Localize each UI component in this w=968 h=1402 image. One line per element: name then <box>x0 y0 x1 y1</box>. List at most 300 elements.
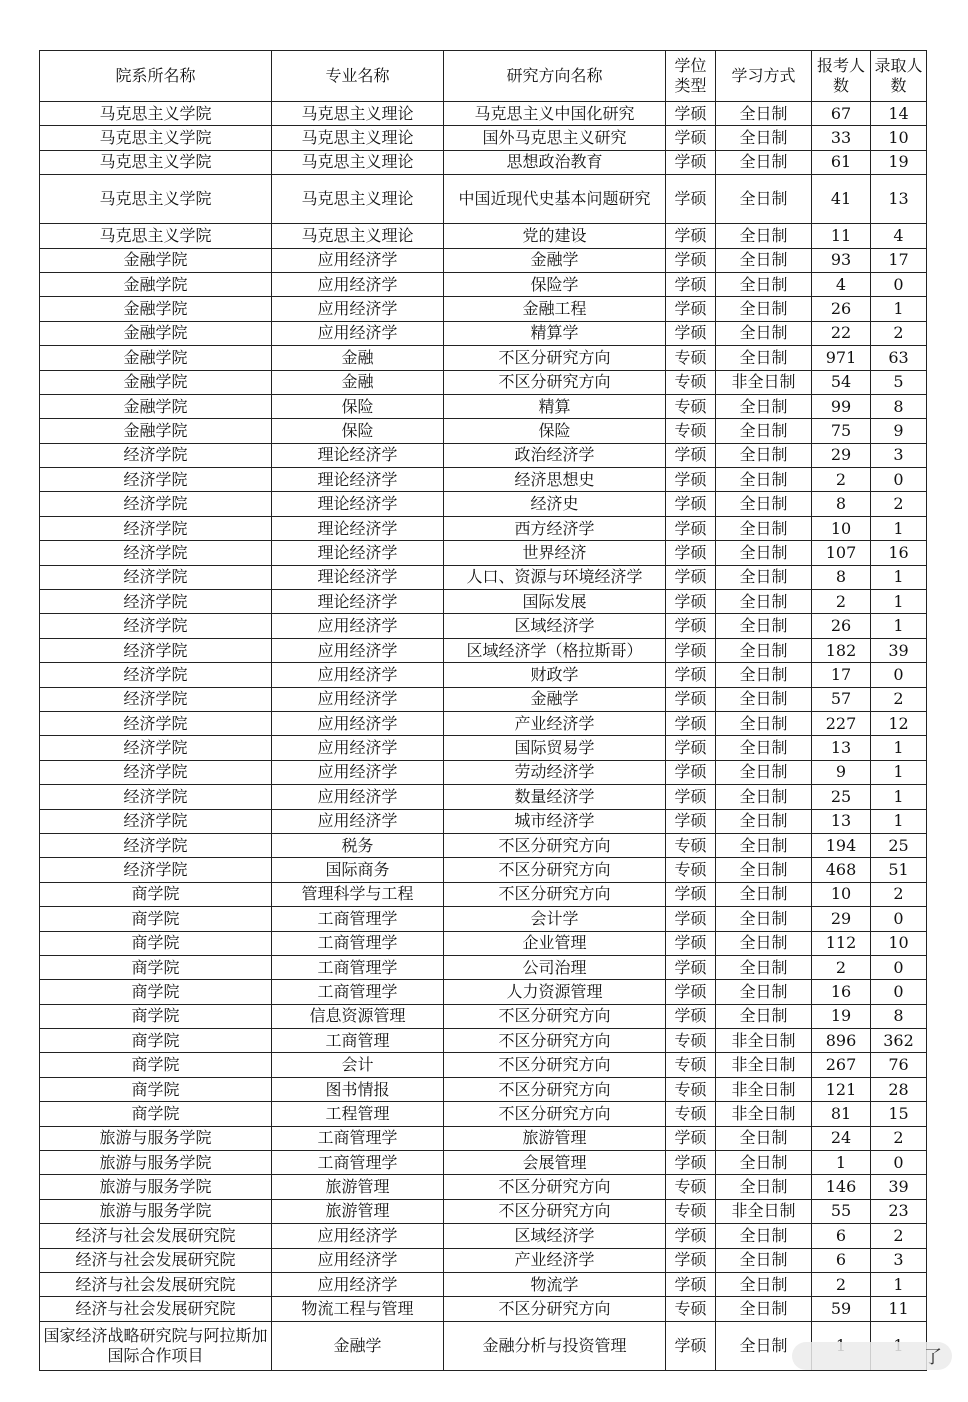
cell-research-direction: 公司治理 <box>444 955 666 979</box>
cell-major: 金融 <box>272 346 444 370</box>
cell-study-mode: 全日制 <box>716 1272 812 1296</box>
cell-degree-type: 学硕 <box>666 736 716 760</box>
cell-applicants: 24 <box>812 1126 871 1150</box>
cell-applicants: 81 <box>812 1102 871 1126</box>
cell-department: 金融学院 <box>40 370 272 394</box>
cell-major: 应用经济学 <box>272 297 444 321</box>
cell-major: 马克思主义理论 <box>272 102 444 126</box>
cell-applicants: 2 <box>812 590 871 614</box>
table-row <box>40 541 927 565</box>
cell-degree-type: 专硕 <box>666 370 716 394</box>
cell-applicants: 55 <box>812 1199 871 1223</box>
cell-major: 理论经济学 <box>272 516 444 540</box>
cell-admitted: 0 <box>871 663 927 687</box>
cell-major: 金融 <box>272 370 444 394</box>
cell-applicants: 1 <box>812 1151 871 1175</box>
cell-study-mode: 全日制 <box>716 102 812 126</box>
cell-major: 信息资源管理 <box>272 1004 444 1028</box>
table-row <box>40 882 927 906</box>
header-research-direction: 研究方向名称 <box>444 51 666 102</box>
cell-study-mode: 全日制 <box>716 760 812 784</box>
cell-degree-type: 学硕 <box>666 760 716 784</box>
cell-department: 经济学院 <box>40 760 272 784</box>
cell-study-mode: 全日制 <box>716 321 812 345</box>
cell-degree-type: 学硕 <box>666 1321 716 1370</box>
cell-major: 应用经济学 <box>272 663 444 687</box>
cell-admitted: 362 <box>871 1029 927 1053</box>
cell-admitted: 1 <box>871 736 927 760</box>
cell-degree-type: 学硕 <box>666 492 716 516</box>
cell-applicants: 61 <box>812 150 871 174</box>
cell-degree-type: 学硕 <box>666 907 716 931</box>
cell-department: 商学院 <box>40 1004 272 1028</box>
cell-research-direction: 不区分研究方向 <box>444 1199 666 1223</box>
cell-department: 经济学院 <box>40 492 272 516</box>
cell-major: 应用经济学 <box>272 1224 444 1248</box>
cell-applicants: 13 <box>812 809 871 833</box>
cell-major: 旅游管理 <box>272 1199 444 1223</box>
cell-study-mode: 全日制 <box>716 1248 812 1272</box>
cell-research-direction: 不区分研究方向 <box>444 346 666 370</box>
cell-degree-type: 专硕 <box>666 1102 716 1126</box>
cell-study-mode: 全日制 <box>716 443 812 467</box>
cell-research-direction: 会计学 <box>444 907 666 931</box>
cell-study-mode: 全日制 <box>716 1321 812 1370</box>
cell-department: 经济与社会发展研究院 <box>40 1248 272 1272</box>
table-row <box>40 907 927 931</box>
cell-study-mode: 全日制 <box>716 419 812 443</box>
cell-major: 工商管理学 <box>272 980 444 1004</box>
cell-department: 经济学院 <box>40 638 272 662</box>
cell-major: 会计 <box>272 1053 444 1077</box>
cell-applicants: 22 <box>812 321 871 345</box>
table-row <box>40 272 927 296</box>
admission-table <box>39 50 927 1371</box>
cell-degree-type: 学硕 <box>666 321 716 345</box>
cell-major: 工商管理学 <box>272 955 444 979</box>
table-row <box>40 102 927 126</box>
cell-applicants: 25 <box>812 785 871 809</box>
cell-study-mode: 全日制 <box>716 687 812 711</box>
table-row <box>40 516 927 540</box>
table-row <box>40 1248 927 1272</box>
watermark-text: 了 <box>924 1347 942 1368</box>
table-row <box>40 394 927 418</box>
cell-study-mode: 非全日制 <box>716 1053 812 1077</box>
cell-research-direction: 不区分研究方向 <box>444 1297 666 1321</box>
table-row <box>40 1151 927 1175</box>
cell-major: 工商管理学 <box>272 907 444 931</box>
cell-major: 工商管理学 <box>272 1126 444 1150</box>
cell-degree-type: 学硕 <box>666 516 716 540</box>
cell-applicants: 194 <box>812 833 871 857</box>
cell-degree-type: 学硕 <box>666 443 716 467</box>
cell-study-mode: 全日制 <box>716 516 812 540</box>
table-row <box>40 736 927 760</box>
cell-major: 应用经济学 <box>272 687 444 711</box>
cell-research-direction: 产业经济学 <box>444 711 666 735</box>
table-row <box>40 1175 927 1199</box>
cell-admitted: 2 <box>871 1224 927 1248</box>
cell-degree-type: 学硕 <box>666 248 716 272</box>
cell-applicants: 6 <box>812 1224 871 1248</box>
cell-applicants: 29 <box>812 907 871 931</box>
cell-department: 马克思主义学院 <box>40 150 272 174</box>
cell-admitted: 1 <box>871 785 927 809</box>
cell-research-direction: 财政学 <box>444 663 666 687</box>
cell-study-mode: 全日制 <box>716 346 812 370</box>
cell-applicants: 121 <box>812 1077 871 1101</box>
cell-department: 经济学院 <box>40 663 272 687</box>
table-row <box>40 663 927 687</box>
cell-major: 理论经济学 <box>272 565 444 589</box>
cell-study-mode: 全日制 <box>716 663 812 687</box>
cell-applicants: 9 <box>812 760 871 784</box>
cell-admitted: 2 <box>871 687 927 711</box>
header-applicants: 报考人数 <box>812 51 871 102</box>
cell-department: 金融学院 <box>40 346 272 370</box>
cell-study-mode: 全日制 <box>716 955 812 979</box>
cell-degree-type: 学硕 <box>666 980 716 1004</box>
cell-admitted: 4 <box>871 224 927 248</box>
cell-major: 应用经济学 <box>272 711 444 735</box>
cell-study-mode: 全日制 <box>716 468 812 492</box>
table-row <box>40 297 927 321</box>
table-row <box>40 248 927 272</box>
cell-research-direction: 城市经济学 <box>444 809 666 833</box>
cell-degree-type: 学硕 <box>666 541 716 565</box>
cell-applicants: 54 <box>812 370 871 394</box>
table-row <box>40 1199 927 1223</box>
cell-study-mode: 全日制 <box>716 297 812 321</box>
cell-department: 经济与社会发展研究院 <box>40 1297 272 1321</box>
cell-degree-type: 学硕 <box>666 297 716 321</box>
cell-department: 经济学院 <box>40 565 272 589</box>
cell-department: 旅游与服务学院 <box>40 1151 272 1175</box>
cell-admitted: 5 <box>871 370 927 394</box>
cell-major: 金融学 <box>272 1321 444 1370</box>
cell-major: 马克思主义理论 <box>272 126 444 150</box>
cell-major: 工商管理 <box>272 1029 444 1053</box>
cell-study-mode: 全日制 <box>716 175 812 224</box>
cell-research-direction: 国际贸易学 <box>444 736 666 760</box>
cell-department: 国家经济战略研究院与阿拉斯加国际合作项目 <box>40 1321 272 1370</box>
cell-major: 应用经济学 <box>272 248 444 272</box>
cell-department: 经济学院 <box>40 468 272 492</box>
cell-research-direction: 不区分研究方向 <box>444 1175 666 1199</box>
cell-study-mode: 全日制 <box>716 394 812 418</box>
table-row <box>40 126 927 150</box>
cell-study-mode: 非全日制 <box>716 1029 812 1053</box>
table-row <box>40 1102 927 1126</box>
cell-applicants: 33 <box>812 126 871 150</box>
cell-admitted: 1 <box>871 297 927 321</box>
cell-department: 商学院 <box>40 1077 272 1101</box>
table-row <box>40 1029 927 1053</box>
cell-research-direction: 马克思主义中国化研究 <box>444 102 666 126</box>
cell-admitted: 76 <box>871 1053 927 1077</box>
cell-degree-type: 学硕 <box>666 468 716 492</box>
cell-study-mode: 全日制 <box>716 1297 812 1321</box>
cell-major: 马克思主义理论 <box>272 175 444 224</box>
cell-research-direction: 政治经济学 <box>444 443 666 467</box>
cell-degree-type: 学硕 <box>666 1272 716 1296</box>
cell-applicants: 4 <box>812 272 871 296</box>
table-row <box>40 809 927 833</box>
cell-department: 商学院 <box>40 931 272 955</box>
cell-admitted: 9 <box>871 419 927 443</box>
cell-department: 经济学院 <box>40 809 272 833</box>
cell-research-direction: 保险 <box>444 419 666 443</box>
cell-department: 商学院 <box>40 907 272 931</box>
cell-degree-type: 学硕 <box>666 882 716 906</box>
cell-admitted: 0 <box>871 468 927 492</box>
cell-department: 经济学院 <box>40 614 272 638</box>
cell-degree-type: 学硕 <box>666 809 716 833</box>
table-row <box>40 370 927 394</box>
cell-admitted: 10 <box>871 931 927 955</box>
cell-admitted: 19 <box>871 150 927 174</box>
cell-research-direction: 经济思想史 <box>444 468 666 492</box>
admission-table-sheet <box>39 50 926 1371</box>
cell-research-direction: 产业经济学 <box>444 1248 666 1272</box>
cell-research-direction: 不区分研究方向 <box>444 882 666 906</box>
cell-research-direction: 金融学 <box>444 248 666 272</box>
cell-admitted: 2 <box>871 492 927 516</box>
cell-degree-type: 专硕 <box>666 346 716 370</box>
cell-admitted: 2 <box>871 321 927 345</box>
table-row <box>40 614 927 638</box>
cell-applicants: 468 <box>812 858 871 882</box>
cell-applicants: 59 <box>812 1297 871 1321</box>
cell-applicants: 57 <box>812 687 871 711</box>
cell-study-mode: 非全日制 <box>716 370 812 394</box>
cell-degree-type: 专硕 <box>666 1175 716 1199</box>
cell-applicants: 99 <box>812 394 871 418</box>
table-row <box>40 785 927 809</box>
cell-applicants: 971 <box>812 346 871 370</box>
cell-admitted: 1 <box>871 614 927 638</box>
cell-degree-type: 学硕 <box>666 1126 716 1150</box>
header-degree-type: 学位类型 <box>666 51 716 102</box>
cell-admitted: 0 <box>871 907 927 931</box>
cell-department: 经济学院 <box>40 711 272 735</box>
cell-research-direction: 旅游管理 <box>444 1126 666 1150</box>
cell-degree-type: 专硕 <box>666 858 716 882</box>
header-major: 专业名称 <box>272 51 444 102</box>
cell-study-mode: 全日制 <box>716 931 812 955</box>
cell-study-mode: 全日制 <box>716 150 812 174</box>
cell-research-direction: 区域经济学（格拉斯哥） <box>444 638 666 662</box>
cell-study-mode: 全日制 <box>716 785 812 809</box>
cell-applicants: 29 <box>812 443 871 467</box>
cell-major: 图书情报 <box>272 1077 444 1101</box>
cell-department: 经济学院 <box>40 541 272 565</box>
cell-applicants: 227 <box>812 711 871 735</box>
cell-degree-type: 学硕 <box>666 1224 716 1248</box>
cell-department: 商学院 <box>40 882 272 906</box>
cell-study-mode: 全日制 <box>716 980 812 1004</box>
cell-department: 商学院 <box>40 955 272 979</box>
cell-major: 理论经济学 <box>272 468 444 492</box>
table-row <box>40 760 927 784</box>
cell-degree-type: 学硕 <box>666 590 716 614</box>
cell-research-direction: 保险学 <box>444 272 666 296</box>
cell-degree-type: 学硕 <box>666 224 716 248</box>
cell-degree-type: 专硕 <box>666 1077 716 1101</box>
cell-research-direction: 不区分研究方向 <box>444 858 666 882</box>
cell-research-direction: 金融学 <box>444 687 666 711</box>
cell-major: 应用经济学 <box>272 785 444 809</box>
cell-major: 马克思主义理论 <box>272 150 444 174</box>
cell-study-mode: 全日制 <box>716 809 812 833</box>
cell-department: 马克思主义学院 <box>40 175 272 224</box>
cell-research-direction: 区域经济学 <box>444 1224 666 1248</box>
cell-study-mode: 全日制 <box>716 565 812 589</box>
cell-research-direction: 不区分研究方向 <box>444 370 666 394</box>
cell-admitted: 3 <box>871 443 927 467</box>
cell-research-direction: 国外马克思主义研究 <box>444 126 666 150</box>
table-row <box>40 175 927 224</box>
cell-department: 商学院 <box>40 980 272 1004</box>
header-row <box>40 51 927 102</box>
cell-applicants: 16 <box>812 980 871 1004</box>
cell-applicants: 182 <box>812 638 871 662</box>
cell-department: 金融学院 <box>40 272 272 296</box>
cell-admitted: 16 <box>871 541 927 565</box>
cell-degree-type: 学硕 <box>666 1248 716 1272</box>
table-row <box>40 858 927 882</box>
table-row <box>40 638 927 662</box>
table-row <box>40 1224 927 1248</box>
cell-research-direction: 思想政治教育 <box>444 150 666 174</box>
cell-department: 经济与社会发展研究院 <box>40 1224 272 1248</box>
cell-admitted: 8 <box>871 394 927 418</box>
cell-admitted: 23 <box>871 1199 927 1223</box>
cell-study-mode: 非全日制 <box>716 1102 812 1126</box>
cell-research-direction: 金融工程 <box>444 297 666 321</box>
table-row <box>40 955 927 979</box>
cell-admitted: 0 <box>871 955 927 979</box>
cell-study-mode: 全日制 <box>716 1224 812 1248</box>
cell-research-direction: 世界经济 <box>444 541 666 565</box>
cell-applicants: 41 <box>812 175 871 224</box>
cell-major: 理论经济学 <box>272 590 444 614</box>
cell-study-mode: 全日制 <box>716 224 812 248</box>
cell-research-direction: 不区分研究方向 <box>444 1053 666 1077</box>
cell-major: 工商管理学 <box>272 931 444 955</box>
cell-major: 应用经济学 <box>272 760 444 784</box>
cell-admitted: 8 <box>871 1004 927 1028</box>
cell-study-mode: 全日制 <box>716 272 812 296</box>
table-body <box>40 102 927 1371</box>
cell-degree-type: 学硕 <box>666 638 716 662</box>
cell-research-direction: 人口、资源与环境经济学 <box>444 565 666 589</box>
cell-research-direction: 数量经济学 <box>444 785 666 809</box>
header-department: 院系所名称 <box>40 51 272 102</box>
cell-admitted: 1 <box>871 809 927 833</box>
cell-department: 金融学院 <box>40 248 272 272</box>
cell-major: 应用经济学 <box>272 272 444 296</box>
cell-study-mode: 全日制 <box>716 858 812 882</box>
cell-major: 理论经济学 <box>272 492 444 516</box>
cell-study-mode: 全日制 <box>716 614 812 638</box>
cell-study-mode: 全日制 <box>716 833 812 857</box>
table-row <box>40 711 927 735</box>
cell-department: 旅游与服务学院 <box>40 1175 272 1199</box>
cell-major: 应用经济学 <box>272 1248 444 1272</box>
cell-applicants: 267 <box>812 1053 871 1077</box>
cell-admitted: 39 <box>871 1175 927 1199</box>
cell-study-mode: 全日制 <box>716 1151 812 1175</box>
cell-department: 马克思主义学院 <box>40 224 272 248</box>
cell-research-direction: 不区分研究方向 <box>444 1077 666 1101</box>
cell-degree-type: 学硕 <box>666 102 716 126</box>
cell-department: 经济与社会发展研究院 <box>40 1272 272 1296</box>
cell-department: 经济学院 <box>40 590 272 614</box>
cell-applicants: 8 <box>812 492 871 516</box>
cell-research-direction: 不区分研究方向 <box>444 1029 666 1053</box>
cell-degree-type: 学硕 <box>666 711 716 735</box>
cell-study-mode: 全日制 <box>716 126 812 150</box>
cell-department: 旅游与服务学院 <box>40 1126 272 1150</box>
cell-research-direction: 不区分研究方向 <box>444 833 666 857</box>
cell-major: 保险 <box>272 419 444 443</box>
cell-applicants: 2 <box>812 468 871 492</box>
cell-admitted: 1 <box>871 590 927 614</box>
cell-admitted: 1 <box>871 565 927 589</box>
watermark <box>792 1342 952 1370</box>
cell-admitted: 51 <box>871 858 927 882</box>
cell-degree-type: 专硕 <box>666 1199 716 1223</box>
cell-study-mode: 非全日制 <box>716 1199 812 1223</box>
cell-admitted: 63 <box>871 346 927 370</box>
cell-admitted: 14 <box>871 102 927 126</box>
cell-applicants: 67 <box>812 102 871 126</box>
cell-research-direction: 会展管理 <box>444 1151 666 1175</box>
table-row <box>40 1077 927 1101</box>
cell-applicants: 75 <box>812 419 871 443</box>
cell-study-mode: 全日制 <box>716 1126 812 1150</box>
cell-applicants: 896 <box>812 1029 871 1053</box>
cell-applicants: 93 <box>812 248 871 272</box>
table-row <box>40 150 927 174</box>
cell-department: 金融学院 <box>40 394 272 418</box>
cell-research-direction: 区域经济学 <box>444 614 666 638</box>
cell-applicants: 13 <box>812 736 871 760</box>
cell-department: 商学院 <box>40 1029 272 1053</box>
cell-admitted: 15 <box>871 1102 927 1126</box>
cell-major: 工商管理学 <box>272 1151 444 1175</box>
cell-admitted: 1 <box>871 760 927 784</box>
cell-department: 马克思主义学院 <box>40 126 272 150</box>
cell-admitted: 12 <box>871 711 927 735</box>
cell-admitted: 11 <box>871 1297 927 1321</box>
table-row <box>40 931 927 955</box>
cell-department: 经济学院 <box>40 516 272 540</box>
cell-study-mode: 全日制 <box>716 882 812 906</box>
cell-degree-type: 学硕 <box>666 175 716 224</box>
cell-degree-type: 学硕 <box>666 565 716 589</box>
table-row <box>40 833 927 857</box>
cell-admitted: 1 <box>871 1272 927 1296</box>
cell-admitted: 2 <box>871 882 927 906</box>
cell-degree-type: 学硕 <box>666 614 716 638</box>
cell-applicants: 19 <box>812 1004 871 1028</box>
cell-research-direction: 经济史 <box>444 492 666 516</box>
cell-major: 国际商务 <box>272 858 444 882</box>
cell-major: 应用经济学 <box>272 809 444 833</box>
